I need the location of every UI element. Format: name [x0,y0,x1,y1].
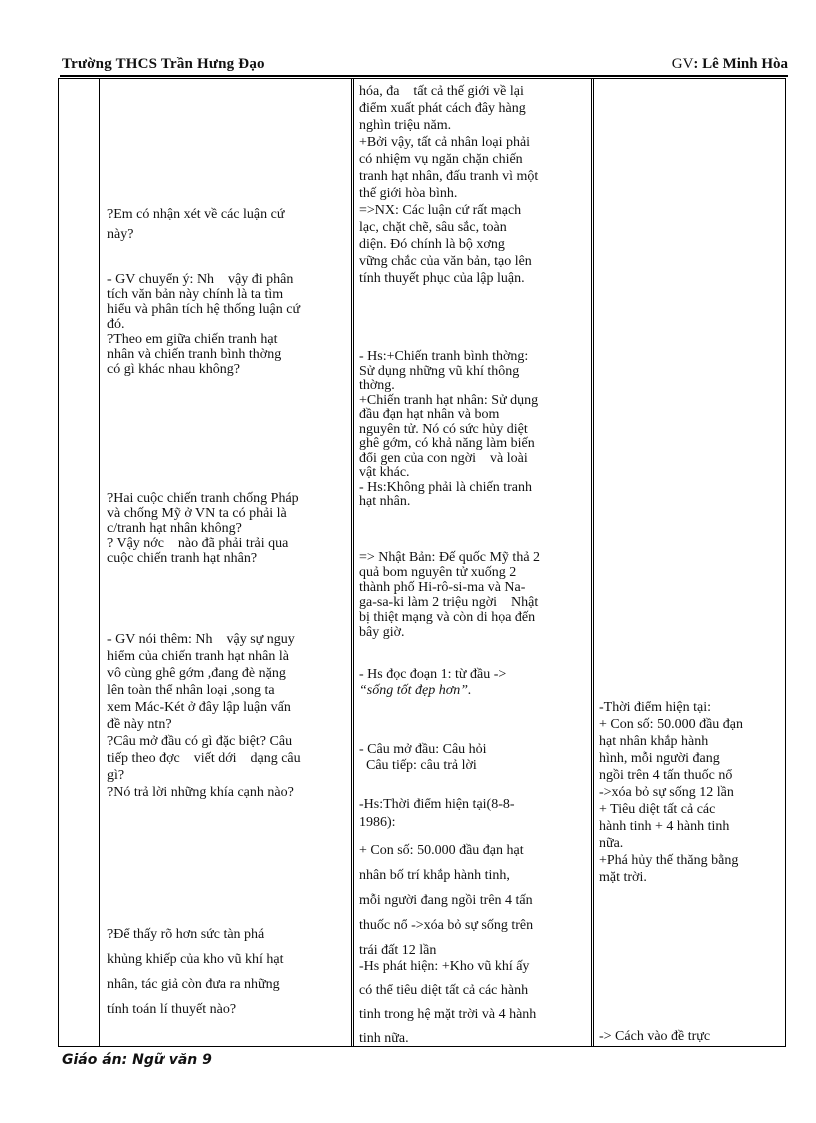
teacher-question-4: - GV nói thêm: Nh vậy sự nguy hiểm của chiến tranh hạt nhân là vô cùng ghê gớm ,đang đè nặng lên toàn thể nhân loại ,song ta xem Mác-Két ở đây lập luận vấn đề này ntn? ?Câu mở đầu có gì đặc biệt? Câu tiếp theo đợc viết dới dạng câu gì? ?Nó trả lời những khía cạnh nào? [107,632,301,800]
header-rule [60,75,788,77]
teacher-label [672,56,788,73]
reading-instruction: - Hs đọc đoạn 1: từ đầu -> [359,667,507,682]
student-answer-4 [359,667,589,699]
student-answer-1: hóa, đa tất cả thế giới về lại điểm xuất phát cách đây hàng nghìn triệu năm. +Bởi vậy, tất cả nhân loại phải có nhiệm vụ ngăn chặn chiến tranh hạt nhân, đấu tranh vì một thế giới hòa bình. =>NX: Các luận cứ rất mạch lạc, chặt chẽ, sâu sắc, toàn diện. Đó chính là bộ xơng vững chắc của văn bản, tạo lên tính thuyết phục của lập luận. [359,84,539,286]
teacher-question-2: - GV chuyển ý: Nh vậy đi phân tích văn bản này chính là ta tìm hiểu và phân tích hệ thống luận cứ đó. ?Theo em giữa chiến tranh hạt nhân và chiến tranh bình thờng có gì khác nhau không? [107,272,301,377]
school-name: Trường THCS Trần Hưng Đạo [62,56,265,72]
student-answer-7: + Con số: 50.000 đầu đạn hạt nhân bố trí khắp hành tinh, mỗi người đang ngồi trên 4 tấn thuốc nổ ->xóa bỏ sự sống trên trái đất 12 lần [359,843,534,958]
board-notes: -Thời điểm hiện tại: + Con số: 50.000 đầu đạn hạt nhân khắp hành hình, mỗi người đang ngồi trên 4 tấn thuốc nổ ->xóa bỏ sự sống 12 lần + Tiêu diệt tất cả các hành tinh + 4 hành tinh nữa. +Phá hủy thế thăng bằng mặt trời. [599,700,743,885]
student-answer-6: -Hs:Thời điểm hiện tại(8-8- 1986): [359,797,515,830]
student-answer-8: -Hs phát hiện: +Kho vũ khí ấy có thể tiêu diệt tất cả các hành tinh trong hệ mặt trời và 4 hành tinh nữa. [359,959,537,1046]
footer-title: Giáo án: Ngữ văn 9 [62,1052,212,1068]
column-divider [351,79,354,1046]
quoted-passage: “sống tốt đẹp hơn”. [359,683,472,698]
student-answer-2: - Hs:+Chiến tranh bình thờng: Sử dụng những vũ khí thông thờng. +Chiến tranh hạt nhân: Sử dụng đầu đạn hạt nhân và bom nguyên tử. Nó có sức hủy diệt ghê gớm, có khả năng làm biến đổi gen của con ngời và loài vật khác. - Hs:Không phải là chiến tranh hạt nhân. [359,349,539,509]
column-divider [591,79,594,1046]
teacher-prefix: GV [671,56,694,72]
teacher-name: : Lê Minh Hòa [693,56,788,72]
student-answer-5: - Câu mở đầu: Câu hỏi Câu tiếp: câu trả lời [359,742,487,773]
column-divider [99,79,100,1046]
student-answer-3: => Nhật Bản: Đế quốc Mỹ thả 2 quả bom nguyên tử xuống 2 thành phố Hi-rô-si-ma và Na- ga-sa-ki làm 2 triệu ngời Nhật bị thiệt mạng và còn di họa đến bây giờ. [359,550,541,640]
teacher-question-1: ?Em có nhận xét về các luận cứ này? [107,207,285,242]
lesson-table [58,78,786,1047]
board-note-conclusion: -> Cách vào đề trực [599,1029,711,1044]
teacher-question-3: ?Hai cuộc chiến tranh chống Pháp và chống Mỹ ở VN ta có phải là c/tranh hạt nhân không? ? Vậy nớc nào đã phải trải qua cuộc chiến tranh hạt nhân? [107,491,299,566]
teacher-question-5: ?Để thấy rõ hơn sức tàn phá khủng khiếp của kho vũ khí hạt nhân, tác giả còn đưa ra những tính toán lí thuyết nào? [107,927,284,1017]
